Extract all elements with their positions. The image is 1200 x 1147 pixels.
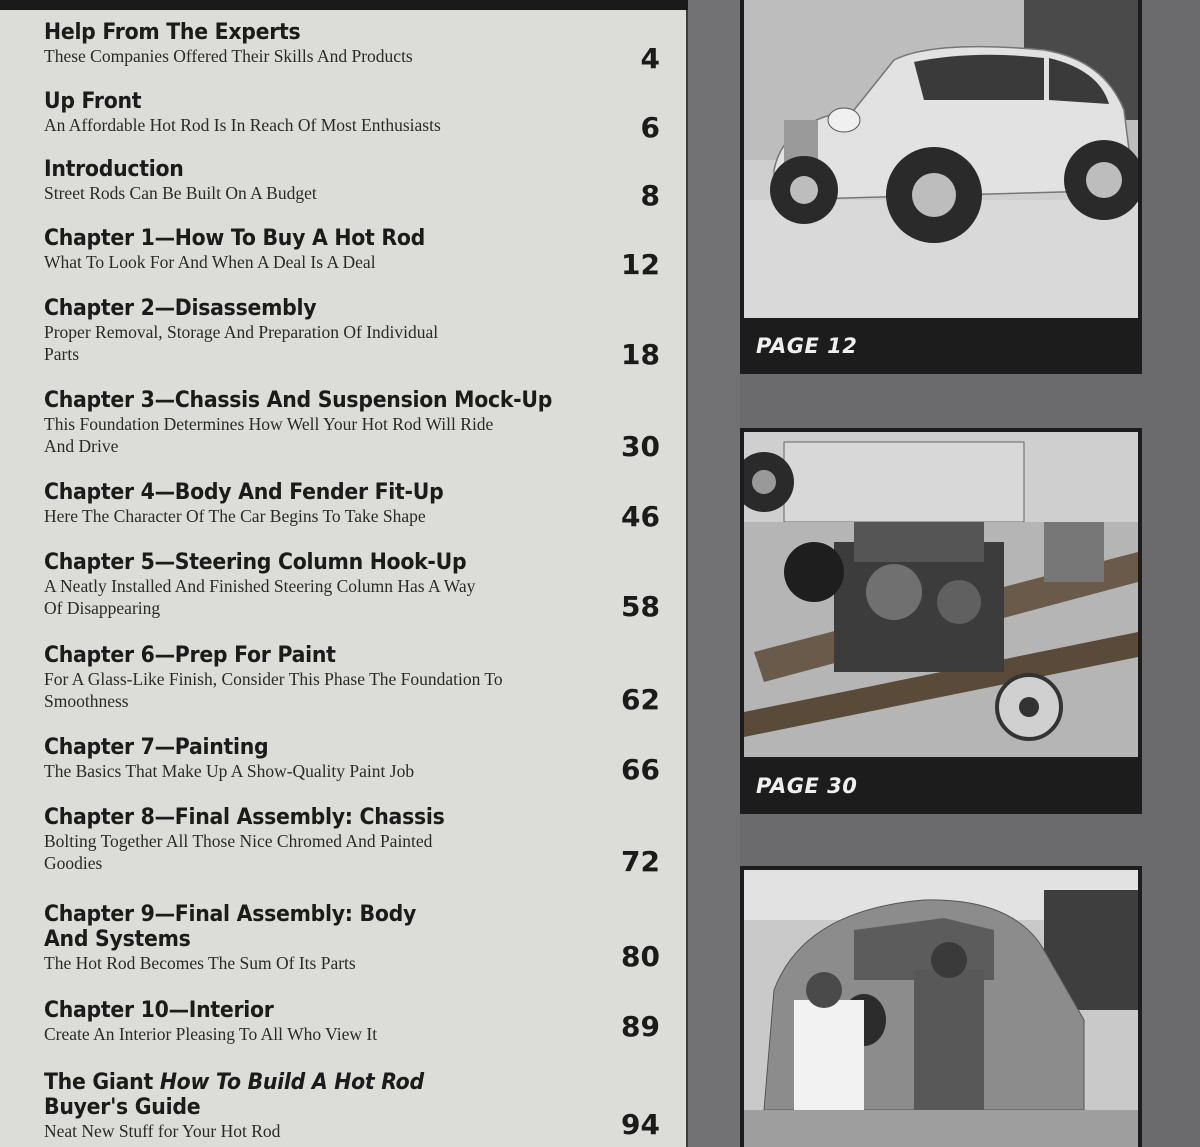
entry-title: Chapter 2—Disassembly [44, 296, 317, 321]
toc-entry-chapter-7[interactable] [44, 735, 664, 786]
entry-title: Help From The Experts [44, 20, 301, 45]
toc-entry-chapter-4[interactable] [44, 480, 664, 533]
photo-caption: PAGE 12 [756, 334, 858, 358]
photo-chassis [744, 432, 1138, 757]
entry-subtitle: Here The Character Of The Car Begins To Take Shape [44, 506, 426, 526]
entry-subtitle: For A Glass-Like Finish, Consider This Phase The Foundation To Smoothness [44, 669, 503, 711]
entry-title: Chapter 6—Prep For Paint [44, 643, 336, 668]
entry-page-number: 72 [621, 845, 660, 878]
photo-car-coupe [744, 0, 1138, 318]
entry-title-italic: How To Build A Hot Rod [159, 1070, 424, 1095]
entry-subtitle: Proper Removal, Storage And Preparation Of Individual Parts [44, 322, 439, 364]
toc-entry-chapter-10[interactable] [44, 998, 664, 1045]
entry-title [44, 1070, 565, 1120]
entry-page-number: 80 [621, 940, 660, 973]
toc-entry-chapter-3[interactable] [44, 388, 664, 463]
entry-page-number: 18 [621, 338, 660, 371]
entry-title: Chapter 4—Body And Fender Fit-Up [44, 480, 444, 505]
entry-page-number: 66 [621, 753, 660, 786]
entry-title: Chapter 7—Painting [44, 735, 269, 760]
car-coupe-illustration [744, 0, 1138, 318]
photo-frame-body-work [740, 866, 1142, 1147]
entry-title: Introduction [44, 157, 184, 182]
entry-title-part: Buyer's Guide [44, 1095, 201, 1120]
photo-caption: PAGE 30 [756, 774, 858, 798]
top-rule [0, 0, 688, 10]
entry-subtitle: The Hot Rod Becomes The Sum Of Its Parts [44, 953, 356, 973]
entry-subtitle: Street Rods Can Be Built On A Budget [44, 183, 317, 203]
entry-page-number: 6 [640, 111, 660, 144]
photo-frame-page-12 [740, 0, 1142, 374]
entry-title: Chapter 5—Steering Column Hook-Up [44, 550, 467, 575]
entry-page-number: 58 [621, 590, 660, 623]
entry-page-number: 62 [621, 683, 660, 716]
entry-subtitle: A Neatly Installed And Finished Steering Column Has A Way Of Disappearing [44, 576, 476, 618]
body-work-illustration [744, 870, 1138, 1147]
entry-subtitle: Neat New Stuff for Your Hot Rod [44, 1121, 281, 1141]
entry-title: Chapter 10—Interior [44, 998, 274, 1023]
entry-title: Chapter 1—How To Buy A Hot Rod [44, 226, 425, 251]
toc-entry-chapter-1[interactable] [44, 226, 664, 281]
toc-entry-chapter-5[interactable] [44, 550, 664, 623]
entry-title: Chapter 9—Final Assembly: Body And Systems [44, 902, 417, 952]
entry-page-number: 89 [621, 1010, 660, 1043]
toc-entry-chapter-2[interactable] [44, 296, 664, 371]
chassis-illustration [744, 432, 1138, 757]
toc-entry-up-front[interactable] [44, 89, 664, 144]
entry-title: Chapter 3—Chassis And Suspension Mock-Up [44, 388, 553, 413]
entry-subtitle: The Basics That Make Up A Show-Quality Paint Job [44, 761, 415, 781]
toc-entry-buyers-guide[interactable] [44, 1070, 664, 1142]
toc-entry-help-from-experts[interactable] [44, 20, 664, 75]
entry-page-number: 30 [621, 430, 660, 463]
entry-subtitle: This Foundation Determines How Well Your Hot Rod Will Ride And Drive [44, 414, 494, 456]
photo-body-work [744, 870, 1138, 1147]
entry-page-number: 94 [621, 1108, 660, 1141]
gutter-strip [688, 0, 740, 1147]
toc-entry-chapter-6[interactable] [44, 643, 664, 716]
entry-title: Up Front [44, 89, 142, 114]
entry-page-number: 4 [640, 42, 660, 75]
entry-page-number: 12 [621, 248, 660, 281]
toc-entry-introduction[interactable] [44, 157, 664, 212]
entry-subtitle: Create An Interior Pleasing To All Who View It [44, 1024, 378, 1044]
entry-subtitle: An Affordable Hot Rod Is In Reach Of Most Enthusiasts [44, 115, 441, 135]
entry-title-part: The Giant [44, 1070, 160, 1095]
entry-title: Chapter 8—Final Assembly: Chassis [44, 805, 445, 830]
entry-subtitle: What To Look For And When A Deal Is A Deal [44, 252, 376, 272]
entry-subtitle: These Companies Offered Their Skills And Products [44, 46, 413, 66]
toc-entry-chapter-9[interactable] [44, 902, 664, 974]
entry-subtitle: Bolting Together All Those Nice Chromed And Painted Goodies [44, 831, 433, 873]
entry-page-number: 46 [621, 500, 660, 533]
entry-page-number: 8 [640, 179, 660, 212]
photo-frame-page-30 [740, 428, 1142, 814]
toc-entry-chapter-8[interactable] [44, 805, 664, 878]
